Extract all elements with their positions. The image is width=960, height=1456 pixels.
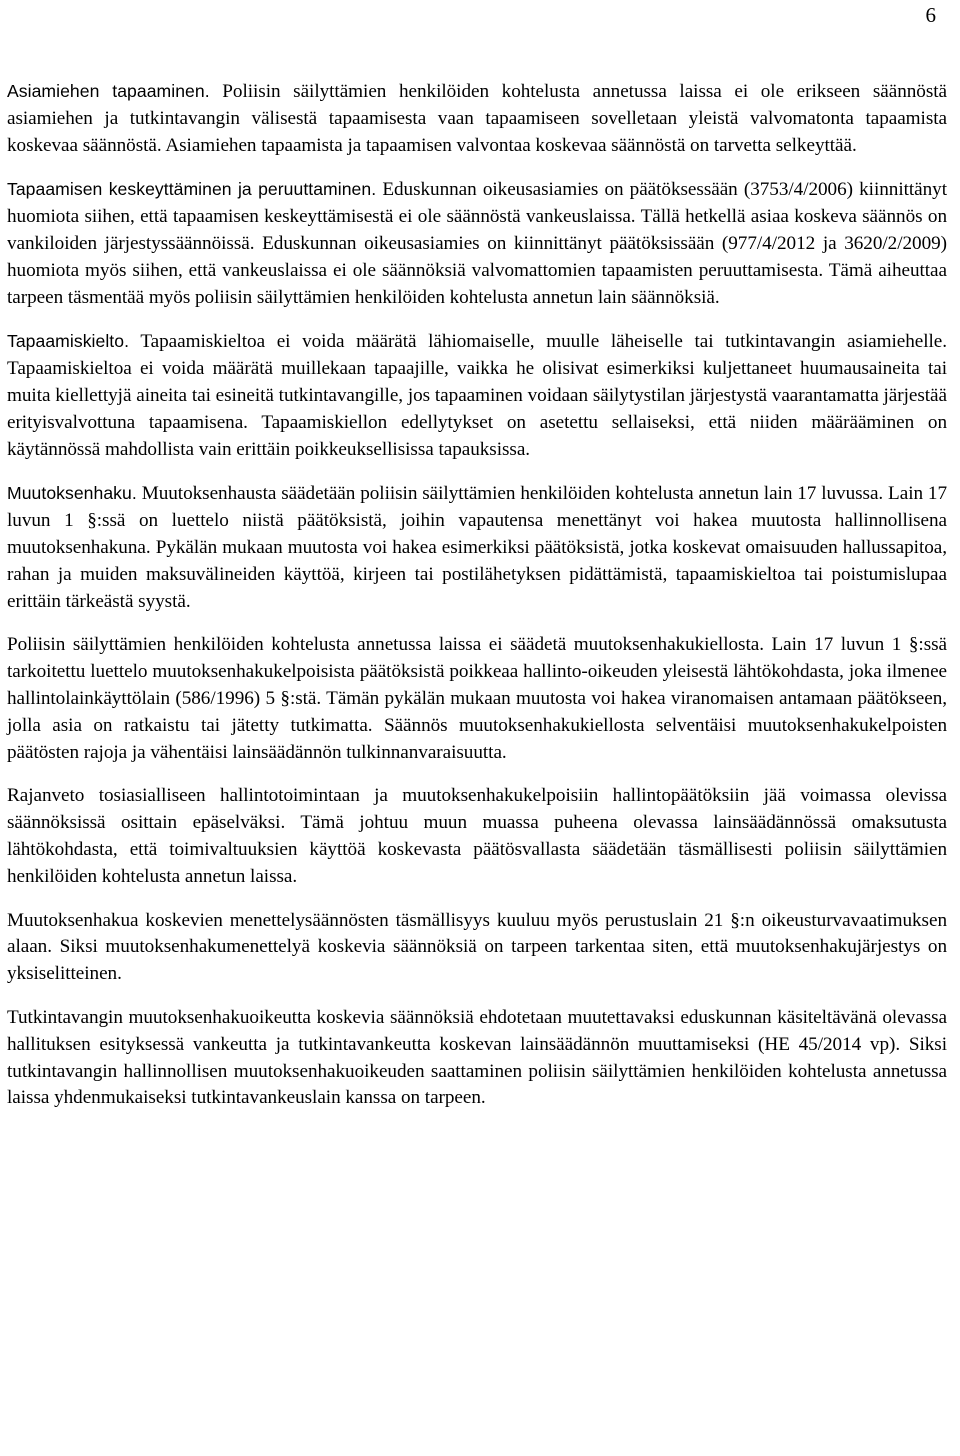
paragraph-text: Tapaamiskieltoa ei voida määrätä lähiomaiselle, muulle läheiselle tai tutkintavangin asiamiehelle. Tapaamiskieltoa ei voida määrätä muillekaan tapaajille, vaikka he olisivat esimerkiksi kuljettaneet huumausaineita tai muita kiellettyjä aineita tai esineitä tutkintavangille, jos tapaaminen voidaan säilytystilan järjestystä vaarantamatta järjestää erityisvalvottuna tapaamisena. Tapaamiskiellon edellytykset on asetettu sellaiseksi, että niiden määrääminen on käytännössä mahdollista vain erittäin poikkeuksellisissa tapauksissa.	[7, 331, 947, 460]
paragraph-text: Tutkintavangin muutoksenhakuoikeutta koskevia säännöksiä ehdotetaan muutettavaksi eduskunnan käsiteltävänä olevassa hallituksen esityksessä vankeutta ja tutkintavankeutta koskevan lainsäädännön muuttamiseksi (HE 45/2014 vp). Siksi tutkintavangin hallinnollisen muutoksenhakuoikeuden saattaminen poliisin säilyttämien henkilöiden kohtelusta annetussa laissa yhdenmukaiseksi tutkintavankeuslain kanssa on tarpeen.	[7, 1006, 947, 1109]
paragraph-tapaamisen-keskeyttaminen	[7, 176, 947, 311]
paragraph-menettelysaannokset	[7, 908, 947, 988]
paragraph-text: Muutoksenhakua koskevien menettelysäännösten täsmällisyys kuuluu myös perustuslain 21 §:n oikeusturvavaatimuksen alaan. Siksi muutoksenhakumenettelyä koskevia säännöksiä on tarpeen tarkentaa siten, että muutoksenhakujärjestys on yksiselitteinen.	[7, 909, 947, 985]
paragraph-text: Poliisin säilyttämien henkilöiden kohtelusta annetussa laissa ei ole erikseen säännöstä asiamiehen ja tutkintavangin välisestä tapaamisesta vaan tapaamiseen sovelletaan yleistä valvomatonta tapaamista koskevaa säännöstä. Asiamiehen tapaamista ja tapaamisen valvontaa koskevaa säännöstä on tarvetta selkeyttää.	[7, 81, 947, 156]
section-heading: Muutoksenhaku.	[7, 483, 137, 504]
paragraph-text: Rajanveto tosiasialliseen hallintotoimintaan ja muutoksenhakukelpoisiin hallintopäätöksiin jää voimassa olevissa säännöksissä osittain epäselväksi. Tämä johtuu muun muassa puheena olevassa lainsäädännössä omaksutusta lähtökohdasta, että toimivaltuuksien käyttöä koskevasta päätösvallasta säädetään täsmällisesti poliisin säilyttämien henkilöiden kohtelusta annetun laissa.	[7, 785, 947, 887]
paragraph-text: Poliisin säilyttämien henkilöiden kohtelusta annetussa laissa ei säädetä muutoksenhakukiellosta. Lain 17 luvun 1 §:ssä tarkoitettu luettelo muutoksenhakukelpoisista päätöksistä poikkeaa hallinto-oikeuden yleisestä lähtökohdasta, joka ilmenee hallintolainkäyttölain (586/1996) 5 §:stä. Tämän pykälän mukaan muutosta voi hakea viranomaisen antamaan päätökseen, jolla asia on ratkaistu tai jätetty tutkimatta. Säännös muutoksenhakukiellosta selventäisi muutoksenhakukelpoisten päätösten rajoja ja vähentäisi lainsäädännön tulkinnanvaraisuutta.	[7, 634, 947, 763]
paragraph-text: Eduskunnan oikeusasiamies on päätöksessään (3753/4/2006) kiinnittänyt huomiota siihen, että tapaamisen keskeyttämisestä ei ole säännöstä vankeuslaissa. Tällä hetkellä asiaa koskeva säännös on vankiloiden järjestyssäännöissä. Eduskunnan oikeusasiamies on kiinnittänyt päätöksissään (977/4/2012 ja 3620/2/2009) huomiota myös siihen, että vankeuslaissa ei ole säännöksiä valvomattomien tapaamisten peruuttamisesta. Tämä aiheuttaa tarpeen täsmentää myös poliisin säilyttämien henkilöiden kohtelusta annetun lain säännöksiä.	[7, 179, 947, 308]
section-heading: Tapaamisen keskeyttäminen ja peruuttaminen.	[7, 179, 377, 200]
document-body	[7, 78, 947, 1112]
paragraph-tutkintavangin-muutoksenhaku	[7, 1005, 947, 1112]
paragraph-rajanveto	[7, 783, 947, 890]
paragraph-muutoksenhaku	[7, 480, 947, 615]
section-heading: Asiamiehen tapaaminen.	[7, 81, 210, 101]
paragraph-muutoksenhakukielto	[7, 632, 947, 766]
page-number: 6	[925, 3, 936, 27]
section-heading: Tapaamiskielto.	[7, 331, 130, 352]
paragraph-asiamiehen-tapaaminen	[7, 78, 947, 159]
paragraph-text: Muutoksenhausta säädetään poliisin säilyttämien henkilöiden kohtelusta annetun lain 17 luvussa. Lain 17 luvun 1 §:ssä on luettelo niistä päätöksistä, joihin vapautensa menettänyt voi hakea muutosta hallinnollisena muutoksenhakuna. Pykälän mukaan muutosta voi hakea esimerkiksi päätöksistä, jotka koskevat omaisuuden hallussapitoa, rahan ja muiden maksuvälineiden käyttöä, kirjeen tai postilähetyksen pidättämistä, tapaamiskieltoa tai poistumislupaa erittäin tärkeästä syystä.	[7, 483, 947, 612]
paragraph-tapaamiskielto	[7, 328, 947, 463]
